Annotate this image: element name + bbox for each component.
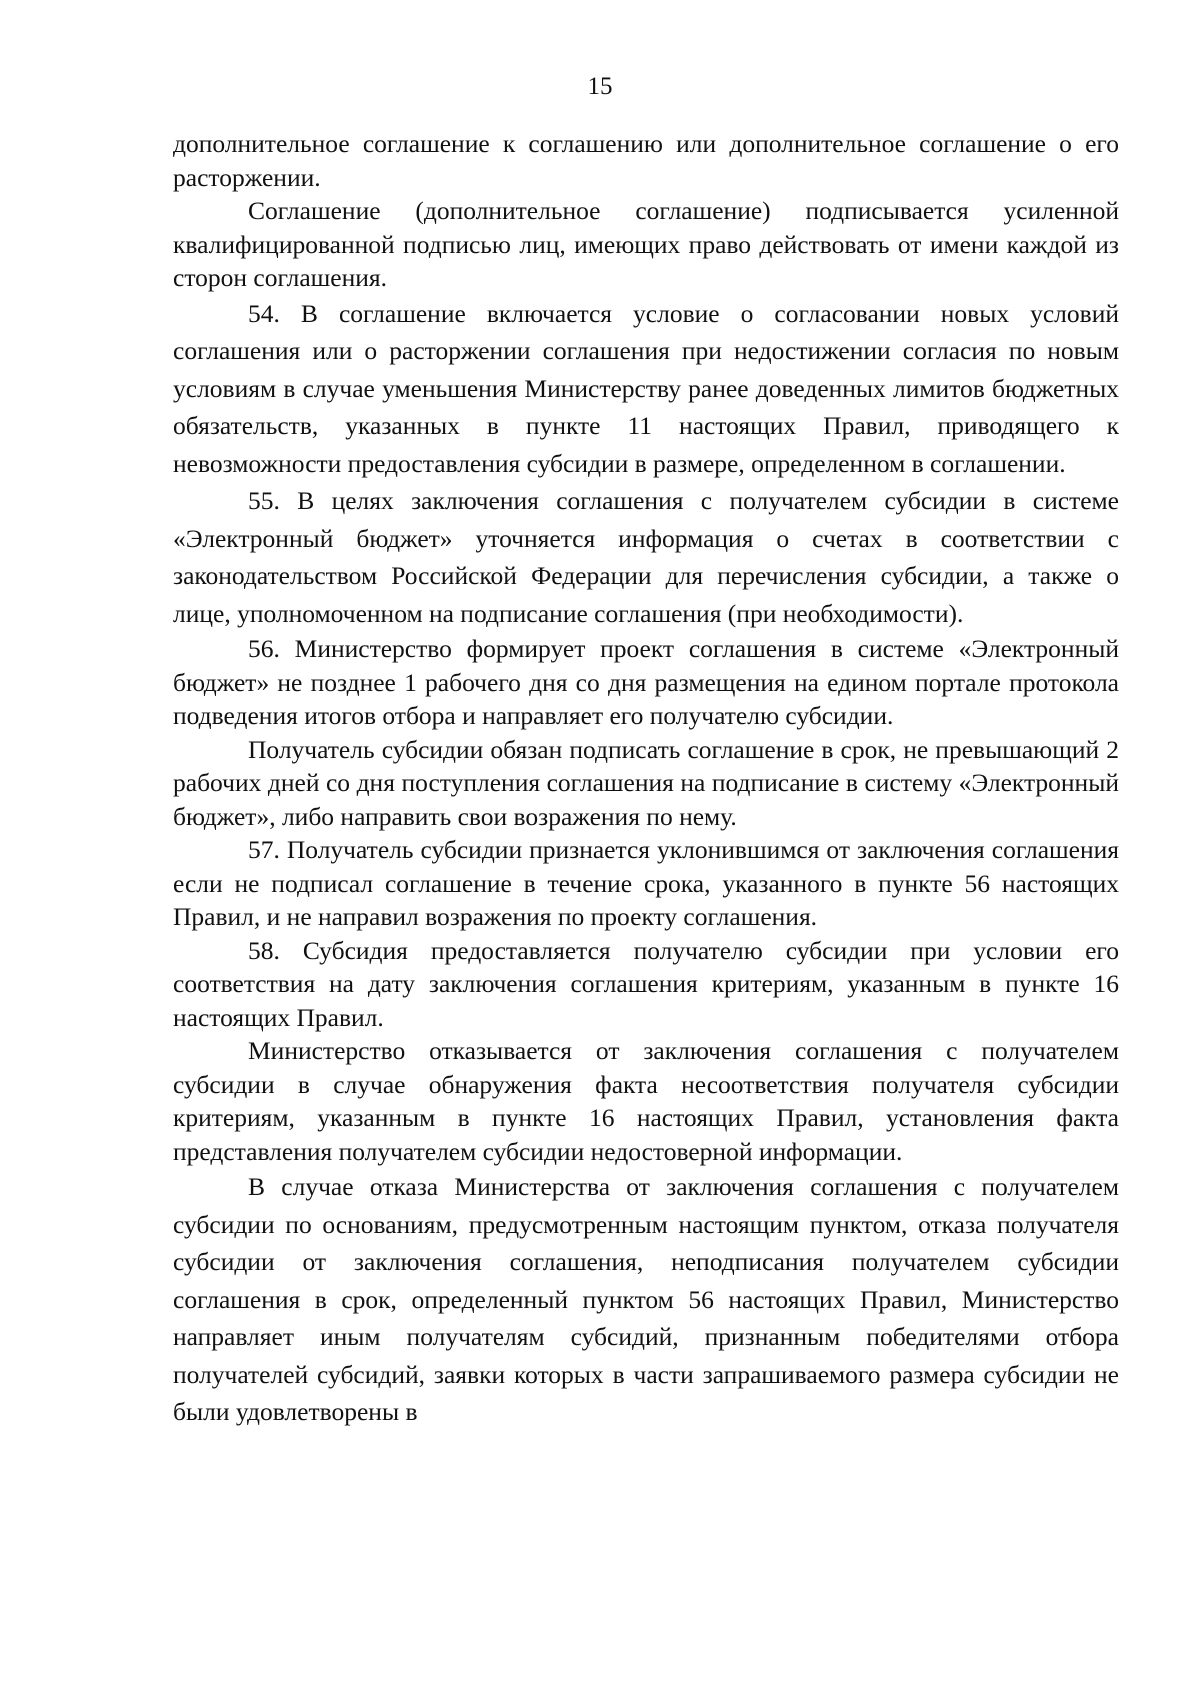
paragraph-58-refusal: Министерство отказывается от заключения соглашения с получателем субсидии в случае обнаружения факта несоответствия получателя субсидии критериям, указанным в пункте 16 настоящих Правил, установления факта представления получателем субсидии недостоверной информации. bbox=[173, 1036, 1119, 1166]
paragraph-54: 54. В соглашение включается условие о согласовании новых условий соглашения или о расторжении соглашения при недостижении согласия по новым условиям в случае уменьшения Министерству ранее доведенных лимитов бюджетных обязательств, указанных в пункте 11 настоящих Правил, приводящего к невозможности предоставления субсидии в размере, определенном в соглашении. bbox=[173, 298, 1119, 478]
paragraph-57: 57. Получатель субсидии признается уклонившимся от заключения соглашения если не подписал соглашение в течение срока, указанного в пункте 56 настоящих Правил, и не направил возражения по проекту соглашения. bbox=[173, 835, 1119, 931]
page-number: 15 bbox=[587, 73, 613, 100]
paragraph-signature: Соглашение (дополнительное соглашение) подписывается усиленной квалифицированной подписью лиц, имеющих право действовать от имени каждой из сторон соглашения. bbox=[173, 196, 1119, 292]
paragraph-56: 56. Министерство формирует проект соглашения в системе «Электронный бюджет» не позднее 1 рабочего дня со дня размещения на едином портале протокола подведения итогов отбора и направляет его получателю субсидии. bbox=[173, 634, 1119, 730]
document-body bbox=[173, 127, 1119, 1431]
paragraph-55: 55. В целях заключения соглашения с получателем субсидии в системе «Электронный бюджет» уточняется информация о счетах в соответствии с законодательством Российской Федерации для перечисления субсидии, а также о лице, уполномоченном на подписание соглашения (при необходимости). bbox=[173, 486, 1119, 628]
paragraph-continuation: дополнительное соглашение к соглашению или дополнительное соглашение о его расторжении. bbox=[173, 129, 1119, 192]
paragraph-58-refusal-consequences: В случае отказа Министерства от заключения соглашения с получателем субсидии по основаниям, предусмотренным настоящим пунктом, отказа получателя субсидии от заключения соглашения, неподписания получателем субсидии соглашения в срок, определенный пунктом 56 настоящих Правил, Министерство направляет иным получателям субсидий, признанным победителями отбора получателей субсидий, заявки которых в части запрашиваемого размера субсидии не были удовлетворены в bbox=[173, 1172, 1119, 1426]
paragraph-56-recipient-obligation: Получатель субсидии обязан подписать соглашение в срок, не превышающий 2 рабочих дней со дня поступления соглашения на подписание в систему «Электронный бюджет», либо направить свои возражения по нему. bbox=[173, 734, 1119, 831]
paragraph-58: 58. Субсидия предоставляется получателю субсидии при условии его соответствия на дату заключения соглашения критериям, указанным в пункте 16 настоящих Правил. bbox=[173, 935, 1119, 1032]
